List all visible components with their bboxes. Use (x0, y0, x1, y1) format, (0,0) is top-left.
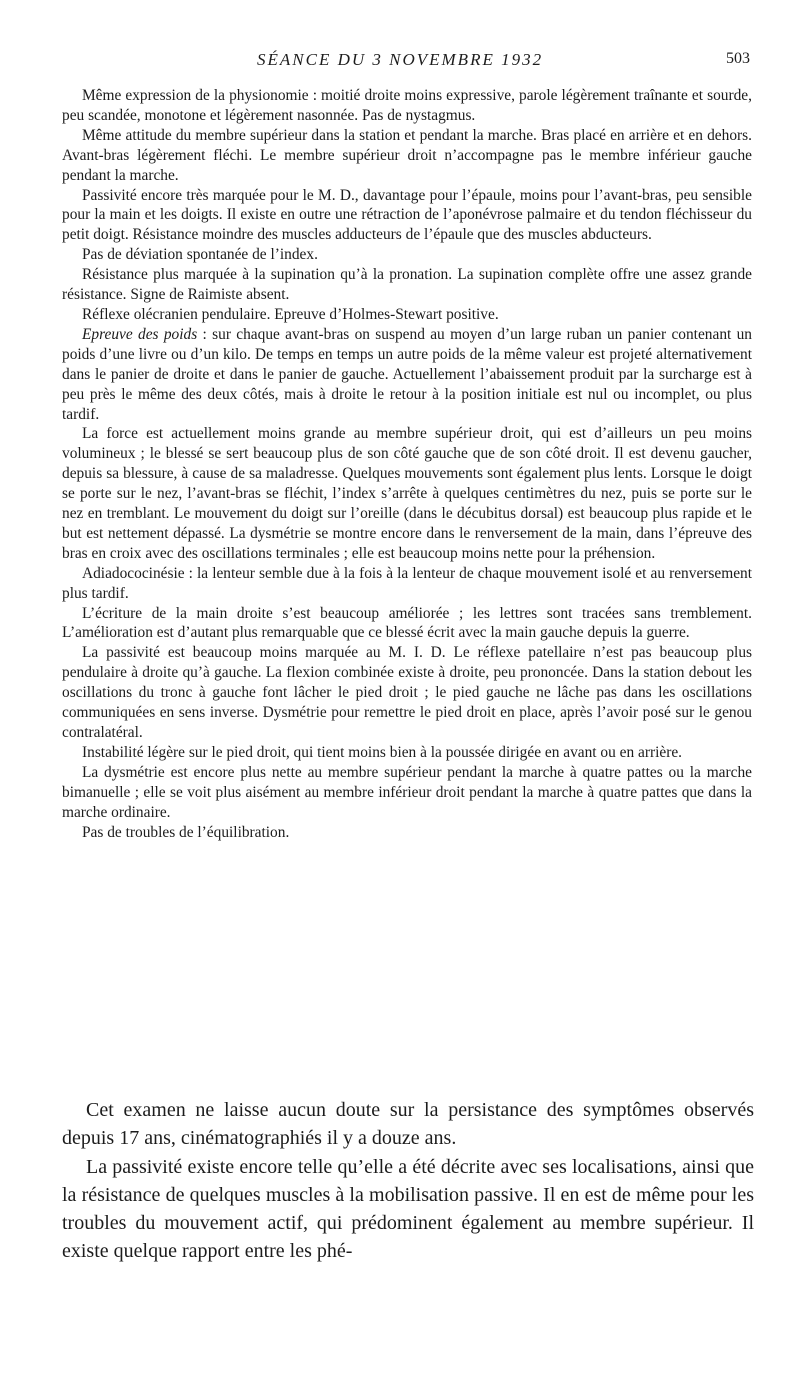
paragraph: Cet examen ne laisse aucun doute sur la persistance des symptômes observés depuis 17 ans, cinématographiés il y a douze ans. (62, 1099, 754, 1150)
page-number: 503 (726, 50, 750, 67)
paragraph: Pas de déviation spontanée de l’index. (82, 246, 318, 264)
clinical-notes (62, 86, 752, 842)
paragraph: La passivité est beaucoup moins marquée au M. I. D. Le réflexe patellaire n’est pas beaucoup plus pendulaire à droite qu’à gauche. La flexion combinée existe à droite, peu prononcée. Dans la station debout les oscillations du tronc à gauche font lâcher le pied droit ; le pied gauche ne lâche pas dans les oscillations communiquées en sens inverse. Dysmétrie pour remettre le pied droit en place, après l’avoir posé sur le genou contralatéral. (62, 644, 752, 741)
paragraph: Instabilité légère sur le pied droit, qui tient moins bien à la poussée dirigée en avant ou en arrière. (82, 743, 683, 761)
paragraph: Epreuve des poids : sur chaque avant-bras on suspend au moyen d’un large ruban un panier contenant un poids d’une livre ou d’un kilo. De temps en temps un autre poids de la même valeur est projeté alternativement dans le panier de droite et dans le panier de gauche. Actuellement l’abaissement produit par la surcharge est à peu près le même des deux côtés, mais à droite le retour à la position initiale est nul ou incomplet, ou plus tardif. (62, 325, 753, 423)
italic-lead: Epreuve des poids (82, 325, 198, 343)
paragraph: La force est actuellement moins grande au membre supérieur droit, qui est d’ailleurs un peu moins volumineux ; le blessé se sert beaucoup plus de son côté gauche que de son côté droit. Il est devenu gaucher, depuis sa blessure, à cause de sa maladresse. Quelques mouvements sont également plus lents. Lorsque le doigt se porte sur le nez, l’avant-bras se fléchit, l’index s’arrête à quelques centimètres du nez, puis se porte sur le nez en tremblant. Le mouvement du doigt sur l’oreille (dans le décubitus dorsal) est beaucoup plus rapide et le but est nettement dépassé. La dysmétrie se montre encore dans le renversement de la main, dans l’épreuve des bras en croix avec des oscillations terminales ; elle est beaucoup moins nette pour la préhension. (62, 425, 752, 562)
paragraph: Résistance plus marquée à la supination qu’à la pronation. La supination complète offre une assez grande résistance. Signe de Raimiste absent. (62, 266, 752, 304)
paragraph: La dysmétrie est encore plus nette au membre supérieur pendant la marche à quatre pattes ou la marche bimanuelle ; elle se voit plus aisément au membre inférieur droit pendant la marche à quatre pattes que dans la marche ordinaire. (62, 763, 752, 821)
paragraph: Même attitude du membre supérieur dans la station et pendant la marche. Bras placé en arrière et en dehors. Avant-bras légèrement fléchi. Le membre supérieur droit n’accompagne pas le membre inférieur gauche pendant la marche. (62, 126, 752, 184)
paragraph: Même expression de la physionomie : moitié droite moins expressive, parole légèrement traînante et sourde, peu scandée, monotone et légèrement nasonnée. Pas de nystagmus. (62, 87, 752, 124)
page-header (62, 50, 752, 74)
paragraph: Adiadococinésie : la lenteur semble due à la fois à la lenteur de chaque mouvement isolé et au renversement plus tardif. (62, 564, 752, 602)
paragraph: La passivité existe encore telle qu’elle a été décrite avec ses localisations, ainsi que la résistance de quelques muscles à la mobilisation passive. Il en est de même pour les troubles du mouvement actif, qui prédominent également au membre supérieur. Il existe quelque rapport entre les phé- (62, 1155, 754, 1263)
paragraph: Passivité encore très marquée pour le M. D., davantage pour l’épaule, moins pour l’avant-bras, peu sensible pour la main et les doigts. Il existe en outre une rétraction de l’aponévrose palmaire et du tendon fléchisseur du petit doigt. Résistance moindre des muscles adducteurs de l’épaule que des muscles abducteurs. (62, 186, 752, 244)
paragraph: Réflexe olécranien pendulaire. Epreuve d’Holmes-Stewart positive. (82, 305, 499, 323)
running-title: SÉANCE DU 3 NOVEMBRE 1932 (257, 50, 544, 69)
paragraph: Pas de troubles de l’équilibration. (82, 823, 290, 841)
paragraph: L’écriture de la main droite s’est beaucoup améliorée ; les lettres sont tracées sans tremblement. L’amélioration est d’autant plus remarquable que ce blessé écrit avec la main gauche depuis la guerre. (62, 604, 752, 642)
discussion-text (62, 1096, 754, 1266)
